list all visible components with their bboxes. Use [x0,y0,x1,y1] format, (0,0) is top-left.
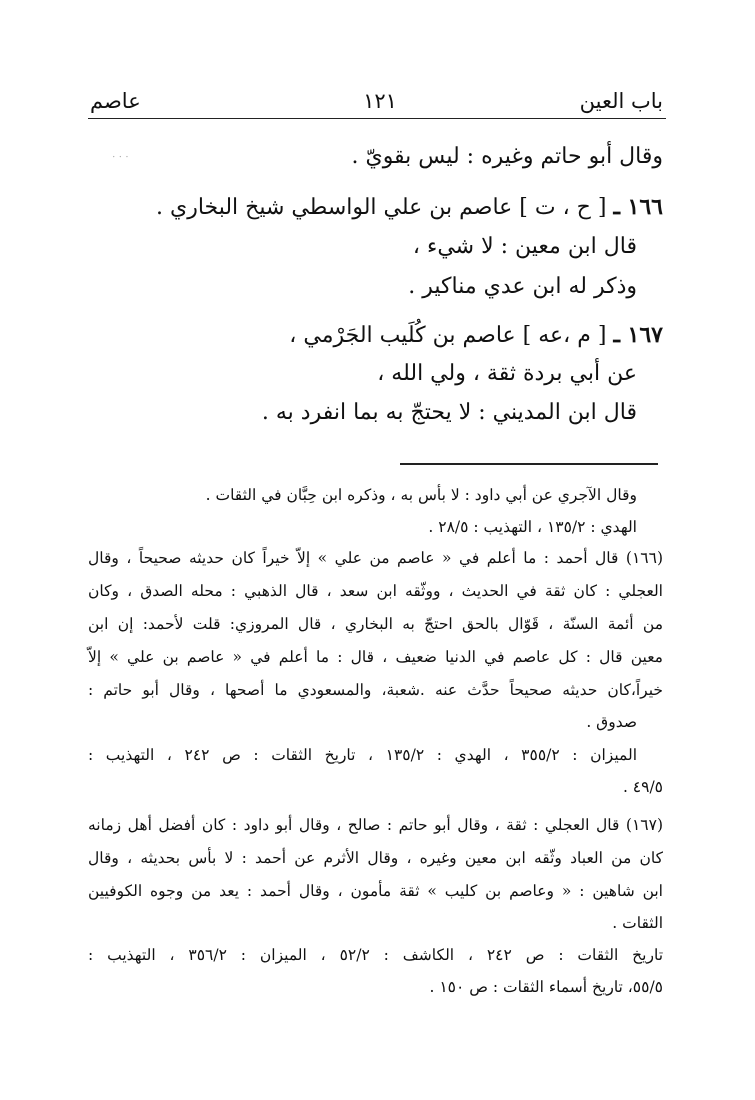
entry-166-heading-line [156,192,663,223]
entry-167-line-2: عن أبي بردة ثقة ، ولي الله ، [377,361,637,386]
footnote-167-line-3: ابن شاهين : « وعاصم بن كليب » ثقة مأمون ، وقال أحمد : يعد من وجوه الكوفيين [88,882,663,900]
footnote-167-sources-cont: ٥٥/٥، تاريخ أسماء الثقات : ص ١٥٠ . [429,978,663,996]
footnote-prev-line-2: الهدي : ١٣٥/٢ ، التهذيب : ٢٨/٥ . [428,518,637,536]
entry-167-line-3: قال ابن المديني : لا يحتجّ به بما انفرد به . [261,400,637,425]
entry-167-heading: [ م ،عه ] عاصم بن كُلَيب الجَرْمي ، [289,323,607,348]
page-number: ١٢١ [363,89,397,113]
footnote-separator [400,463,658,465]
entry-166-number: ١٦٦ ـ [613,194,663,220]
footnote-166-line-4: معين قال : كل عاصم في الدنيا ضعيف ، قال : ما أعلم في « عاصم بن علي » إلاّ [88,648,663,666]
main-line-intro: وقال أبو حاتم وغيره : ليس بقويّ . [351,144,663,169]
entry-166-heading: [ ح ، ت ] عاصم بن علي الواسطي شيخ البخاري . [155,195,607,220]
footnote-167-line-2: كان من العباد وثّقه ابن معين وغيره ، وقال الأثرم عن أحمد : لا بأس بحديثه ، وقال [88,849,663,867]
entry-167-heading-line [289,320,663,351]
footnote-167-sources: تاريخ الثقات : ص ٢٤٢ ، الكاشف : ٥٢/٢ ، الميزان : ٣٥٦/٢ ، التهذيب : [88,946,664,964]
entry-166-line-3: وذكر له ابن عدي مناكير . [408,274,637,299]
footnote-166-line-3: من أئمة السنّة ، قَوّال بالحق احتجّ به البخاري ، قال المروزي: قلت لأحمد: إن ابن [88,615,663,633]
footnote-166-line-1: (١٦٦) قال أحمد : ما أعلم في « عاصم من علي » إلاّ خيراً كان حديثه صحيحاً ، وقال [88,549,663,567]
footnote-166-line-2: العجلي : كان ثقة في الحديث ، ووثّقه ابن سعد ، قال الذهبي : محله الصدق ، وكان [88,582,663,600]
entry-166-line-2: قال ابن معين : لا شيء ، [412,234,637,259]
scan-specks: ⋅ ⋅ ⋅ [112,152,129,163]
footnote-167-line-1: (١٦٧) قال العجلي : ثقة ، وقال أبو حاتم : صالح ، وقال أبو داود : كان أفضل أهل زمانه [88,816,663,834]
chapter-title: باب العين [579,89,663,113]
footnote-166-line-5: خيراً،كان حديثه صحيحاً حدَّث عنه .شعبة، والمسعودي ما أصحها ، وقال أبو حاتم : [88,681,663,699]
entry-167-number: ١٦٧ ـ [613,322,663,348]
header-rule [88,118,666,119]
footnote-166-line-6: صدوق . [586,713,637,731]
footnote-166-sources-cont: ٤٩/٥ . [622,778,663,796]
running-head-entry: عاصم [90,89,141,113]
footnote-167-line-4: الثقات . [612,914,663,932]
footnote-166-sources: الميزان : ٣٥٥/٢ ، الهدي : ١٣٥/٢ ، تاريخ الثقات : ص ٢٤٢ ، التهذيب : [88,746,637,764]
footnote-prev-line-1: وقال الآجري عن أبي داود : لا بأس به ، وذكره ابن حِبَّان في الثقات . [205,486,637,504]
